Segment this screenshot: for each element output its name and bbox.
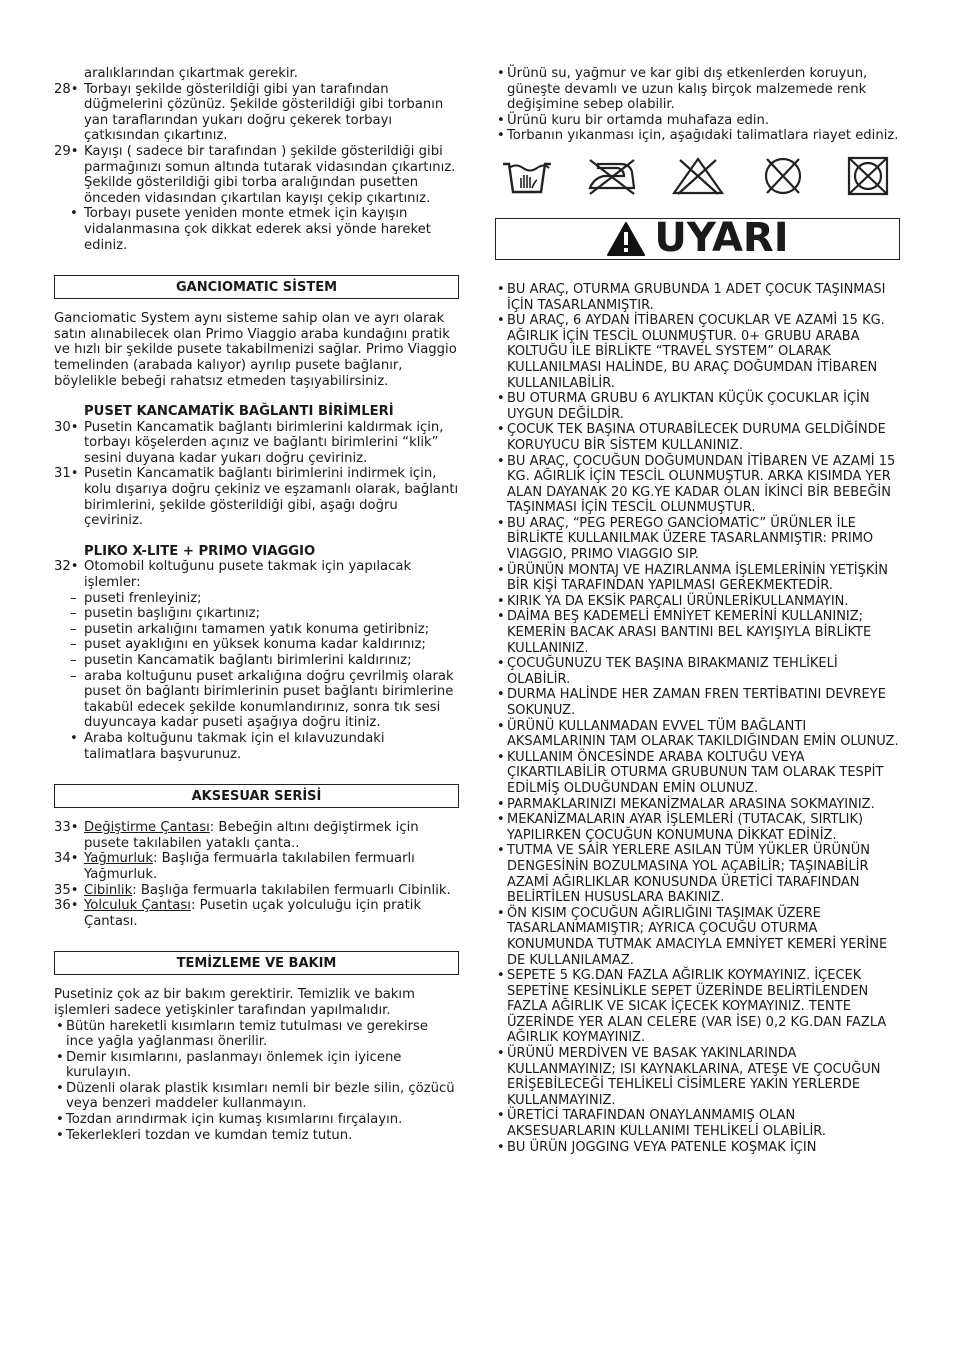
item-text: KULLANIM ÖNCESİNDE ARABA KOLTUĞU VEYA ÇIKARTILABİLİR OTURMA GRUBUNUN TAM OLARAK TESPİT EDİLMİŞ OLDUĞUNDAN EMİN OLUNUZ. [507,749,884,796]
step-number: 30• [54,419,79,435]
accessory-number: 36• [54,898,79,914]
step-32-dash-list [54,591,459,731]
warning-item [495,687,900,718]
warning-item [495,968,900,1046]
warning-item [495,797,900,813]
warning-list [495,282,900,1155]
care-item [495,113,900,129]
accessory-item [54,820,459,851]
bullet-icon: • [497,313,505,329]
item-text: Tekerlekleri tozdan ve kumdan temiz tutun. [66,1127,353,1143]
step-text: Kayışı ( sadece bir tarafından ) şekilde gösterildiği gibi parmağınızı somun altında tutarak vidasından çıkartınız. Şekilde gösterildiği gibi torba aralığından pusetten önceden vidasından çıkartılan kayışı çekip çıkartınız. [84,143,456,206]
bullet-icon: • [56,1112,64,1128]
step-text: Pusetin Kancamatik bağlantı birimlerini kaldırmak için, torbayı köşelerden açınız ve bağlantı birimlerini “klik” sesini duyana kadar yukarı doğru çeviriniz. [84,419,444,466]
item-text: SEPETE 5 KG.DAN FAZLA AĞIRLIK KOYMAYINIZ. İÇECEK SEPETİNE KESİNLİKLE SEPET ÜZERİNDE BELİRTİLENDEN FAZLA AĞIRLIK VE SICAK İÇECEK KOYMAYINIZ. TENTE ÜZERİNDE YER ALAN CELERE (VAR İSE) 0,2 KG.DAN FAZLA AĞIRLIK KOYMAYINIZ. [507,968,887,1046]
warning-title: UYARI [654,215,789,262]
warning-item [495,1140,900,1156]
do-not-dry-clean-icon [755,156,811,196]
bullet-icon: • [497,112,505,128]
item-text: TUTMA VE SAİR YERLERE ASILAN TÜM YÜKLER ÜRÜNÜN DENGESİNİN BOZULMASINA YOL AÇABİLİR; TAŞINABİLİR AZAMİ AĞIRLIKLAR KONUSUNDA ÜRETİCİ TARAFINDAN BELİRTİLEN HUSUSLARA BAKINIZ. [507,843,870,906]
warning-item [495,656,900,687]
bullet-icon: • [497,796,505,812]
accessory-name: Cibinlik [84,882,133,898]
accessory-text [84,898,459,929]
item-text: pusetin Kancamatik bağlantı birimlerini kaldırınız; [84,653,412,668]
accessory-text [84,820,459,851]
item-text: BU ARAÇ, ÇOCUĞUN DOĞUMUNDAN İTİBAREN VE AZAMİ 15 KG. AĞIRLIK İÇİN TESCİL OLUNMUŞTUR. ARKA KISIMDA YER ALAN DAYANAK 20 KG.YE KADAR OLAN İKİNCİ BİR BEBEĞİN TAŞINMASI İÇİN TESCİL OLUNMUŞTUR. [507,453,896,516]
warning-item [495,750,900,797]
item-text: BU ARAÇ, OTURMA GRUBUNDA 1 ADET ÇOCUK TAŞINMASI İÇİN TASARLANMIŞTIR. [507,281,886,313]
dash-mark: – [70,621,77,637]
step [54,420,459,467]
item-text: ÇOCUĞUNUZU TEK BAŞINA BIRAKMANIZ TEHLİKELİ OLABİLİR. [507,656,838,687]
care-item [495,128,900,144]
bullet-icon: • [497,453,505,469]
do-not-iron-icon [584,156,640,196]
step-number: 28• [54,81,79,97]
accessory-description: : Başlığa fermuarla takılabilen fermuarlı Yağmurluk. [84,851,415,882]
section-temizleme-heading: TEMİZLEME VE BAKIM [54,951,459,975]
bullet-icon: • [497,905,505,921]
warning-item [495,391,900,422]
warning-item [495,313,900,391]
bullet-icon: • [497,562,505,578]
bullet-icon: • [70,730,78,746]
care-symbols-row [495,156,900,198]
item-text: ÜRÜNÜN MONTAJ VE HAZIRLANMA İŞLEMLERİNİN YETİŞKİN BİR KİŞİ TARAFINDAN YAPILMASI GEREKMEKTEDİR. [507,562,888,594]
dash-item [54,669,459,731]
bullet-icon: • [497,968,505,984]
item-text: pusetin arkalığını tamamen yatık konuma getiribniz; [84,621,430,637]
dash-mark: – [70,637,77,653]
item-text: Torbanın yıkanması için, aşağıdaki talimatlara riayet ediniz. [507,128,899,144]
dash-mark: – [70,653,77,668]
dash-mark: – [70,606,77,622]
intro-continuation: aralıklarından çıkartmak gerekir. [84,66,298,81]
accessory-name: Yolculuk Çantası [84,898,191,914]
item-text: DURMA HALİNDE HER ZAMAN FREN TERTİBATINI DEVREYE SOKUNUZ. [507,687,886,718]
step-29-bullet: • Torbayı pusete yeniden monte etmek için kayışın vidalanmasına çok dikkat ederek aksi yönde hareket ediniz. [70,206,431,253]
step [54,466,459,528]
warning-item [495,843,900,905]
section-aksesuar-heading: AKSESUAR SERİSİ [54,784,459,808]
accessory-text [84,851,459,882]
accessory-number: 33• [54,820,79,836]
bullet-icon: • [497,718,505,734]
bullet-icon: • [497,391,505,407]
accessory-description: : Pusetin uçak yolculuğu için pratik Çantası. [84,898,422,929]
item-text: Düzenli olarak plastik kısımları nemli bir bezle silin, çözücü veya benzeri maddeler kullanmayın. [66,1080,455,1112]
step [54,144,459,206]
bullet-icon: • [497,656,505,672]
accessory-number: 34• [54,851,79,867]
right-column [495,66,900,1155]
warning-item [495,563,900,594]
dash-mark: – [70,590,77,606]
item-text: BU OTURMA GRUBU 6 AYLIKTAN KÜÇÜK ÇOCUKLAR İÇİN UYGUN DEĞİLDİR. [507,391,870,422]
bullet-icon: • [497,843,505,859]
accessory-number: 35• [54,882,79,898]
temizleme-item [54,1081,459,1112]
temizleme-bullet-list [54,1019,459,1144]
bullet-icon: • [497,687,505,703]
bullet-icon: • [56,1049,64,1065]
bullet-icon: • [497,812,505,828]
step-text: Pusetin Kancamatik bağlantı birimlerini indirmek için, kolu dışarıya doğru çekiniz ve eşzamanlı olarak, bağlantı birimlerini, şekilde gösterildiği gibi, aşağı doğru çeviriniz. [84,466,459,529]
hand-wash-icon [499,156,555,196]
accessory-item [54,898,459,929]
temizleme-paragraph: Pusetiniz çok az bir bakım gerektirir. Temizlik ve bakım işlemleri sadece yetişkinler tarafından yapılmalıdır. [54,987,415,1018]
step [54,82,459,144]
bullet-icon: • [56,1018,64,1034]
subheading-pliko: PLIKO X-LITE + PRIMO VIAGGIO [84,543,316,559]
accessory-description: : Başlığa fermuarla takılabilen fermuarlı Cibinlik. [132,882,451,898]
dash-item [54,622,459,638]
item-text: Ürünü su, yağmur ve kar gibi dış etkenlerden koruyun, güneşte devamlı ve uzun kalış birçok malzemede renk değişimine sebep olabilir. [507,66,868,113]
item-text: KIRIK YA DA EKSİK PARÇALI ÜRÜNLERİKULLANMAYIN. [507,593,849,609]
warning-item [495,609,900,656]
bullet-icon: • [497,593,505,609]
care-bullet-list [495,66,900,144]
item-text: ÜRÜNÜ MERDİVEN VE BASAK YAKINLARINDA KULLANMAYINIZ; ISI KAYNAKLARINA, ATEŞE VE ÇOCUĞUN ERİŞEBİLECEĞİ TEHLİKELİ CİSİMLERE YAKIN YERLERDE KULLANMAYINIZ. [507,1046,881,1108]
step-number: 29• [54,143,79,159]
bullet-icon: • [497,66,505,81]
warning-banner [495,215,900,262]
item-text: araba koltuğunu puset arkalığına doğru çevrilmiş olarak puset ön bağlantı birimlerinin puset bağlantı birimlerine takabül edecek şekilde konumlandırınız, sonra tık sesi duyuncaya kadar puseti aşağıya doğru itiniz. [84,668,454,731]
accessory-text [84,883,459,899]
accessory-list [54,820,459,929]
warning-item [495,1108,900,1139]
bullet-icon: • [497,1139,505,1155]
bullet-icon: • [56,1127,64,1143]
item-text: puseti frenleyiniz; [84,590,202,606]
bullet-icon: • [497,515,505,531]
item-text: ÜRETİCİ TARAFINDAN ONAYLANMAMIŞ OLAN AKSESUARLARIN KULLANIMI TEHLİKELİ OLABİLİR. [507,1108,826,1140]
item-text: Demir kısımlarını, paslanmayı önlemek için iyicene kurulayın. [66,1049,402,1081]
item-text: ÖN KISIM ÇOCUĞUN AĞIRLIĞINI TAŞIMAK ÜZERE TASARLANMAMIŞTIR; AYRICA ÇOCUĞU OTURMA KONUMUNDA TUTMAK AMACIYLA EMNİYET KEMERİ YERİNE DE KULLANILAMAZ. [507,905,888,968]
dash-item [54,637,459,653]
item-text: Tozdan arındırmak için kumaş kısımlarını fırçalayın. [66,1112,403,1128]
step-32-bullet: • Araba koltuğunu takmak için el kılavuzundaki talimatlara başvurunuz. [70,730,385,762]
bullet-icon: • [497,281,505,297]
item-text: Bütün hareketli kısımların temiz tutulması ve gerekirse ince yağla yağlanması önerilir. [66,1018,429,1050]
bullet-icon: • [70,206,78,222]
warning-item [495,282,900,313]
step-32: 32• Otomobil koltuğunu pusete takmak için yapılacak işlemler: [54,559,412,591]
warning-item [495,516,900,563]
warning-item [495,1046,900,1108]
dash-mark: – [70,668,77,684]
bullet-icon: • [497,609,505,625]
temizleme-item [54,1128,459,1144]
item-text: ÜRÜNÜ KULLANMADAN EVVEL TÜM BAĞLANTI AKSAMLARININ TAM OLARAK TAKILDIĞINDAN EMİN OLUNUZ. [507,718,899,750]
bullet-icon: • [56,1080,64,1096]
dash-item [54,591,459,607]
bullet-icon: • [497,1108,505,1124]
temizleme-item [54,1112,459,1128]
item-text: pusetin başlığını çıkartınız; [84,606,261,622]
section-ganciomatic-heading: GANCIOMATIC SİSTEM [54,275,459,299]
warning-item [495,812,900,843]
item-text: PARMAKLARINIZI MEKANİZMALAR ARASINA SOKMAYINIZ. [507,796,875,812]
item-text: BU ARAÇ, “PEG PEREGO GANCİOMATİC” ÜRÜNLER İLE BİRLİKTE KULLANILMAK ÜZERE TASARLANMIŞTIR: PRIMO VIAGGIO, PRIMO VIAGGIO SIP. [507,515,874,563]
dash-item [54,606,459,622]
item-text: BU ÜRÜN JOGGING VEYA PATENLE KOŞMAK İÇIN [507,1139,817,1155]
step-number: 31• [54,466,79,482]
warning-item [495,594,900,610]
warning-triangle-icon [606,221,646,257]
ganciomatic-paragraph: Ganciomatic System aynı sisteme sahip olan ve ayrı olarak satın alınabilecek olan Primo Viaggio araba kundağını pratik ve hızlı bir şekilde pusete takabilmenizi sağlar. Primo Viaggio temelinden (arabada kalıyor) ayrılıp pusete bağlanır, böylelikle bebeği rahatsız etmeden taşıyabilirsiniz. [54,311,457,389]
do-not-tumble-dry-icon [840,156,896,196]
item-text: BU ARAÇ, 6 AYDAN İTİBAREN ÇOCUKLAR VE AZAMİ 15 KG. AĞIRLIK İÇİN TESCİL OLUNMUŞTUR. 0+ GRUBU ARABA KOLTUĞU İLE BİRLİKTE “TRAVEL SYSTEM” OLARAK KULLANILMASI HALİNDE, BU ARAÇ DOĞUMDAN İTİBAREN KULLANILABİLİR. [507,313,885,391]
do-not-bleach-icon [670,156,726,196]
step-text: Torbayı şekilde gösterildiği gibi yan tarafından düğmelerini çözünüz. Şekilde gösterildiği gibi torbanın yan taraflarından yukarı doğru çekerek torbayı çatkısından çıkartınız. [84,81,444,144]
warning-item [495,422,900,453]
dash-item [54,653,459,669]
bullet-icon: • [497,1046,505,1062]
warning-item [495,906,900,968]
care-item [495,66,900,113]
item-text: puset ayaklığını en yüksek konuma kadar kaldırınız; [84,637,426,653]
temizleme-item [54,1019,459,1050]
temizleme-item [54,1050,459,1081]
accessory-name: Yağmurluk [84,851,153,867]
accessory-name: Değiştirme Çantası [84,820,210,836]
item-text: DAİMA BEŞ KADEMELİ EMNİYET KEMERİNİ KULLANINIZ; KEMERİN BACAK ARASI BANTINI BEL KAYIŞIYLA BİRLİKTE KULLANINIZ. [507,609,872,656]
warning-item [495,454,900,516]
steps-28-29 [54,82,459,207]
steps-30-31 [54,420,459,529]
bullet-icon: • [497,749,505,765]
item-text: Ürünü kuru bir ortamda muhafaza edin. [507,112,770,128]
accessory-description: : Bebeğin altını değiştirmek için pusete takılabilen yataklı çanta.. [84,820,419,851]
item-text: MEKANİZMALARIN AYAR İŞLEMLERİ (TUTACAK, SIRTLIK) YAPILIRKEN ÇOCUĞUN KONUMUNA DİKKAT EDİNİZ. [507,812,864,843]
accessory-item [54,883,459,899]
warning-item [495,719,900,750]
bullet-icon: • [497,128,505,144]
accessory-item [54,851,459,882]
left-column [54,66,459,1143]
subheading-kancamatik: PUSET KANCAMATİK BAĞLANTI BİRİMLERİ [84,404,394,420]
item-text: ÇOCUK TEK BAŞINA OTURABİLECEK DURUMA GELDİĞİNDE KORUYUCU BİR SİSTEM KULLANINIZ. [507,422,886,453]
bullet-icon: • [497,422,505,438]
